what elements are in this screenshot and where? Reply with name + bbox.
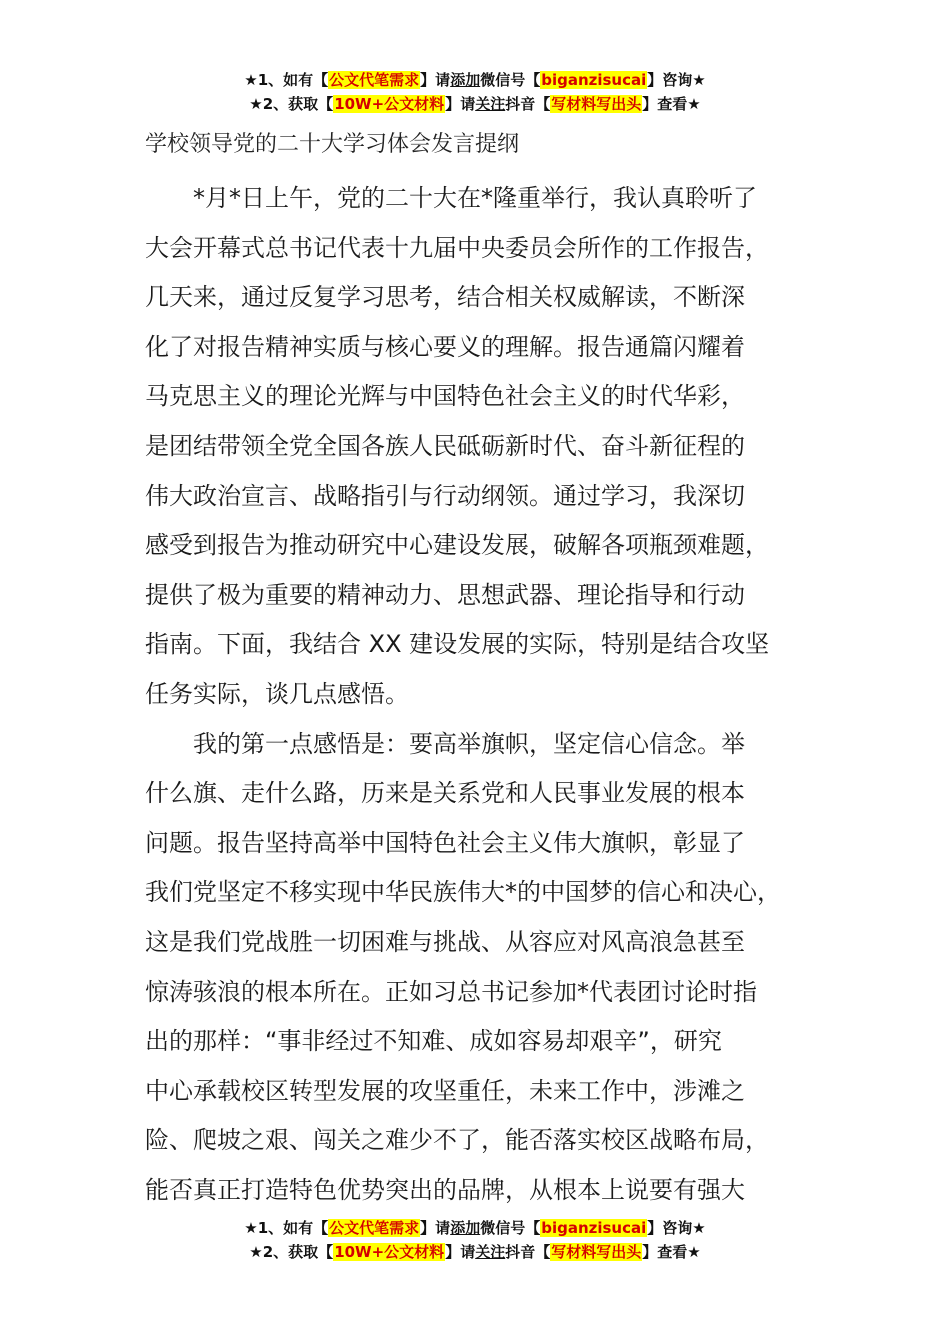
paragraph-line: 我的第一点感悟是：要高举旗帜，坚定信心信念。举 [193, 729, 745, 758]
paragraph-line: 能否真正打造特色优势突出的品牌，从根本上说要有强大 [145, 1175, 745, 1204]
paragraph-line: 指南。下面，我结合 XX 建设发展的实际，特别是结合攻坚 [145, 630, 770, 659]
paragraph-line: 马克思主义的理论光辉与中国特色社会主义的时代华彩， [145, 382, 745, 411]
banner-line2-prefix: ★2、获取【 [249, 95, 334, 113]
banner-line2-highlight-materials: 10W+公文材料 [334, 1243, 445, 1261]
banner-line2-middle2: 抖音【 [505, 95, 551, 113]
paragraph-line: 几天来，通过反复学习思考，结合相关权威解读，不断深 [145, 283, 745, 312]
paragraph-line: 问题。报告坚持高举中国特色社会主义伟大旗帜，彰显了 [145, 828, 745, 857]
paragraph-line: 大会开幕式总书记代表十九届中央委员会所作的工作报告， [145, 233, 769, 262]
banner-line2-highlight-douyin: 写材料写出头 [551, 1243, 642, 1261]
banner-line-1 [0, 1216, 950, 1240]
banner-line1-middle1: 】请 [420, 1219, 451, 1237]
banner-line2-underlined: 关注 [475, 95, 506, 113]
banner-line2-suffix: 】查看★ [642, 95, 701, 113]
banner-line2-middle1: 】请 [445, 95, 476, 113]
paragraph-line: 是团结带领全党全国各族人民砥砺新时代、奋斗新征程的 [145, 431, 745, 460]
banner-line1-middle1: 】请 [420, 71, 451, 89]
paragraph-line: 惊涛骇浪的根本所在。正如习总书记参加*代表团讨论时指 [145, 977, 757, 1006]
banner-line1-middle2: 微信号【 [480, 1219, 541, 1237]
banner-line1-prefix: ★1、如有【 [244, 1219, 329, 1237]
paragraph-line: 什么旗、走什么路，历来是关系党和人民事业发展的根本 [145, 779, 745, 808]
paragraph-2 [145, 720, 825, 1216]
paragraph-line: *月*日上午，党的二十大在*隆重举行，我认真聆听了 [193, 184, 757, 212]
paragraph-1 [145, 174, 825, 720]
banner-line1-prefix: ★1、如有【 [244, 71, 329, 89]
paragraph-line: 我们党坚定不移实现中华民族伟大*的中国梦的信心和决心， [145, 878, 781, 907]
banner-line2-highlight-douyin: 写材料写出头 [551, 95, 642, 113]
document-body [145, 174, 825, 1215]
bottom-banner [0, 1216, 950, 1264]
paragraph-line: 险、爬坡之艰、闯关之难少不了，能否落实校区战略布局， [145, 1126, 769, 1155]
banner-line1-suffix: 】咨询★ [647, 71, 706, 89]
banner-line2-underlined: 关注 [475, 1243, 506, 1261]
banner-line1-middle2: 微信号【 [480, 71, 541, 89]
paragraph-line: 化了对报告精神实质与核心要义的理解。报告通篇闪耀着 [145, 332, 745, 361]
document-title: 学校领导党的二十大学习体会发言提纲 [145, 132, 520, 157]
banner-line2-middle1: 】请 [445, 1243, 476, 1261]
banner-line2-suffix: 】查看★ [642, 1243, 701, 1261]
paragraph-line: 中心承载校区转型发展的攻坚重任，未来工作中，涉滩之 [145, 1076, 745, 1105]
paragraph-line: 提供了极为重要的精神动力、思想武器、理论指导和行动 [145, 580, 745, 609]
banner-line-2 [0, 92, 950, 116]
banner-line1-highlight-service: 公文代笔需求 [329, 1219, 420, 1237]
banner-line1-highlight-wechat-id: biganzisucai [541, 71, 647, 89]
banner-line2-prefix: ★2、获取【 [249, 1243, 334, 1261]
paragraph-line: 出的那样：“事非经过不知难、成如容易却艰辛”，研究 [145, 1027, 722, 1056]
paragraph-line: 伟大政治宣言、战略指引与行动纲领。通过学习，我深切 [145, 481, 745, 510]
banner-line-2 [0, 1240, 950, 1264]
banner-line-1 [0, 68, 950, 92]
paragraph-line: 这是我们党战胜一切困难与挑战、从容应对风高浪急甚至 [145, 927, 745, 956]
top-banner [0, 68, 950, 116]
banner-line1-suffix: 】咨询★ [647, 1219, 706, 1237]
banner-line1-highlight-wechat-id: biganzisucai [541, 1219, 647, 1237]
banner-line2-highlight-materials: 10W+公文材料 [334, 95, 445, 113]
banner-line1-underlined: 添加 [450, 1219, 481, 1237]
banner-line1-underlined: 添加 [450, 71, 481, 89]
paragraph-line: 感受到报告为推动研究中心建设发展，破解各项瓶颈难题， [145, 531, 769, 560]
paragraph-line: 任务实际，谈几点感悟。 [145, 679, 409, 708]
banner-line2-middle2: 抖音【 [505, 1243, 551, 1261]
banner-line1-highlight-service: 公文代笔需求 [329, 71, 420, 89]
